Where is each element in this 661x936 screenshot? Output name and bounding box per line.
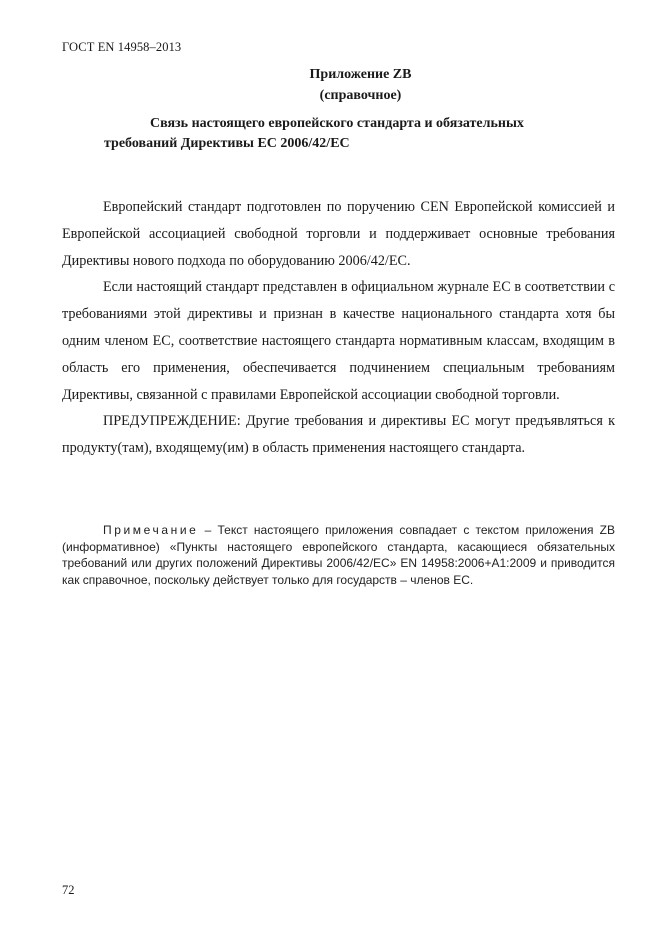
paragraph: Если настоящий стандарт представлен в официальном журнале ЕС в соответствии с требованиями этой директивы и признан в качестве национального стандарта хотя бы одним членом ЕС, соответствие настоящего стандарта нормативным классам, входящим в область его применения, обеспечивается подчинением специальным требованиям Директивы, связанной с правилами Европейской ассоциации свободной торговли.	[62, 279, 615, 403]
section-title	[104, 114, 614, 154]
standard-id: ГОСТ EN 14958–2013	[62, 40, 182, 54]
section-title-line-1: Связь настоящего европейского стандарта и обязательных	[150, 116, 524, 131]
appendix-subtitle: (справочное)	[319, 88, 402, 103]
page-number: 72	[62, 883, 75, 897]
warning-label: ПРЕДУПРЕЖДЕНИЕ:	[103, 413, 241, 430]
document-header	[62, 40, 181, 55]
warning-paragraph	[62, 408, 615, 462]
note-text: – Текст настоящего приложения совпадает с текстом приложения ZB (информативное) «Пункты настоящего европейского стандарта, касающиеся обязательных требований или других положений Директивы 2006/42/ЕС» EN 14958:2006+A1:2009 и приводится как справочное, поскольку действует только для государств – членов ЕС.	[62, 523, 615, 587]
note	[62, 522, 615, 588]
body-text	[62, 194, 615, 462]
section-title-line-2: требований Директивы ЕС 2006/42/ЕС	[104, 136, 350, 151]
note-paragraph	[62, 522, 615, 588]
appendix-heading	[0, 64, 661, 106]
note-label: Примечание	[103, 523, 199, 537]
paragraph: Европейский стандарт подготовлен по поручению CEN Европейской комиссией и Европейской ассоциацией свободной торговли и поддерживает основные требования Директивы нового подхода по оборудованию 2006/42/ЕС.	[62, 199, 615, 269]
warning-text: Другие требования и директивы ЕС могут предъявляться к продукту(там), входящему(им) в область применения настоящего стандарта.	[62, 413, 615, 457]
appendix-title: Приложение ZB	[309, 67, 412, 82]
